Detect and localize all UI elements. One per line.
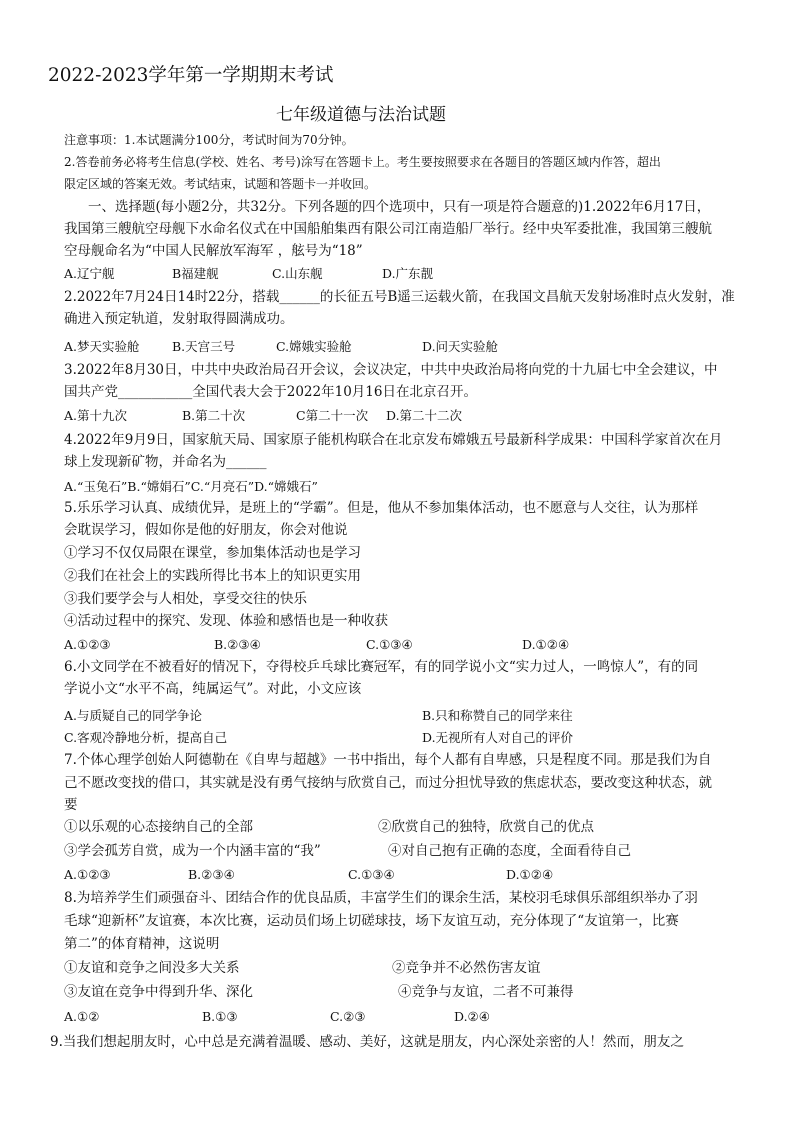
option-b: B.天宫三号 [172,339,236,354]
section-heading: 一、选择题(每小题2分，共32分。下列各题的四个选项中，只有一项是符合题意的)1.2022年6月17日， [88,199,711,215]
option-c: C.客观冷静地分析，提高自己 [64,730,228,745]
statement-item: ①友谊和竞争之间没多大关系 [64,960,240,976]
option-a: A.①② [64,1009,100,1024]
statement-item: ③我们要学会与人相处，享受交往的快乐 [64,591,307,607]
statement-item: ③学会孤芳自赏，成为一个内涵丰富的“我” [64,843,321,859]
option-d: D.无视所有人对自己的评价 [422,730,574,745]
statement-item: ②我们在社会上的实践所得比书本上的知识更实用 [64,568,361,584]
question-text: 确进入预定轨道，发射取得圆满成功。 [64,311,294,327]
statement-item: ④竞争与友谊，二者不可兼得 [398,984,574,1000]
option-d: D.问天实验舱 [422,339,499,354]
option-b: B.②③④ [188,867,235,882]
statement-item: ①以乐观的心态接纳自己的全部 [64,819,253,835]
question-text: 己不愿改变找的借口，其实就是没有勇气接纳与欣赏自己，而过分担忧导致的焦虑状态，要改变这种状态，就 [64,775,712,791]
question-text: 5.乐乐学习认真、成绩优异，是班上的“学霸”。但是，他从不参加集体活动，也不愿意与人交往，认为那样 [64,500,699,516]
statement-item: ④活动过程中的探究、发现、体验和感悟也是一种收获 [64,613,388,629]
option-b: B.第二十次 [182,408,246,423]
option-a: A.①②③ [64,637,111,652]
question-text: 毛球“迎新杯”友谊赛，本次比赛，运动员们场上切磋球技，场下友谊互动，充分体现了“友谊第一，比赛 [64,913,679,929]
question-text: 4.2022年9月9日，国家航天局、国家原子能机构联合在北京发布嫦娥五号最新科学成果：中国科学家首次在月 [64,432,723,448]
option-d: D.②④ [454,1009,490,1024]
question-text: 第二”的体育精神，这说明 [64,936,220,952]
notice-line: 注意事项：1.本试题满分100分，考试时间为70分钟。 [64,133,354,147]
statement-item: ④对自己抱有正确的态度，全面看待自己 [388,843,631,859]
question-text: 国共产党___________全国代表大会于2022年10月16日在北京召开。 [64,384,477,400]
option-d: D.①②④ [506,867,554,882]
option-c: C.①③④ [366,637,413,652]
notice-line: 2.答卷前务必将考生信息(学校、姓名、考号)涂写在答题卡上。考生要按照要求在各题目的答题区域内作答，超出 [64,155,661,169]
option-d: D.①②④ [522,637,570,652]
statement-item: ②欣赏自己的独特，欣赏自己的优点 [378,819,594,835]
exam-title: 2022-2023学年第一学期期末考试 [48,65,334,86]
question-text: 6.小文同学在不被看好的情况下，夺得校乒乓球比赛冠军，有的同学说小文“实力过人，一鸣惊人”，有的同 [64,659,699,675]
option-c: C.山东舰 [272,266,323,281]
question-text: 学说小文“水平不高，纯属运气”。对此，小文应该 [64,681,362,697]
question-text: 球上发现新矿物，并命名为______ [64,454,267,470]
question-text: 空母舰命名为“中国人民解放军海军 ，舷号为“18” [64,243,363,259]
option-c: C.①③④ [348,867,395,882]
question-text: 9.当我们想起朋友时，心中总是充满着温暖、感动、美好，这就是朋友，内心深处亲密的人！然而，朋友之 [50,1034,684,1050]
option-a: A.辽宁舰 [64,266,115,281]
option-b: B福建舰 [172,266,219,281]
notice-line: 限定区域的答案无效。考试结束，试题和答题卡一并收回。 [64,177,377,191]
option-b: B.只和称赞自己的同学来往 [422,708,573,723]
statement-item: ②竞争并不必然伤害友谊 [392,960,541,976]
question-text: 要 [64,797,78,813]
option-a: A.梦天实验舱 [64,339,140,354]
option-c: C.②③ [330,1009,366,1024]
option-c: C.嫦娥实验舱 [276,339,352,354]
option-b: B.①③ [202,1009,238,1024]
statement-item: ①学习不仅仅局限在课堂，参加集体活动也是学习 [64,545,361,561]
question-text: 8.为培养学生们顽强奋斗、团结合作的优良品质，丰富学生们的课余生活，某校羽毛球俱乐部组织举办了羽 [64,890,698,906]
option-d: D.第二十二次 [386,408,463,423]
option-c: C第二十一次 [296,408,369,423]
question-text: 会耽误学习，假如你是他的好朋友，你会对他说 [64,522,348,538]
option-a: A.与质疑自己的同学争论 [64,708,203,723]
option-row: A.“玉兔石”B.“嫦娟石”C.“月亮石”D.“嫦娥石” [64,479,318,494]
option-d: D.广东靓 [382,266,434,281]
exam-subtitle: 七年级道德与法治试题 [276,105,446,125]
question-text: 7.个体心理学创始人阿德勒在《自卑与超越》一书中指出，每个人都有自卑感，只是程度不同。那是我们为自 [64,752,712,768]
question-text: 我国第三艘航空母舰下水命名仪式在中国船舶集西有限公司江南造船厂举行。经中央军委批准，我国第三艘航 [64,221,712,237]
question-text: 2.2022年7月24日14时22分，搭载______的长征五号B遥三运载火箭，在我国文昌航天发射场准时点火发射，准 [64,289,735,305]
option-b: B.②③④ [214,637,261,652]
statement-item: ③友谊在竞争中得到升华、深化 [64,984,253,1000]
option-a: A.第十九次 [64,408,128,423]
option-a: A.①②③ [64,867,111,882]
question-text: 3.2022年8月30日，中共中央政治局召开会议，会议决定，中共中央政治局将向党的十九届七中全会建议，中 [64,362,718,378]
